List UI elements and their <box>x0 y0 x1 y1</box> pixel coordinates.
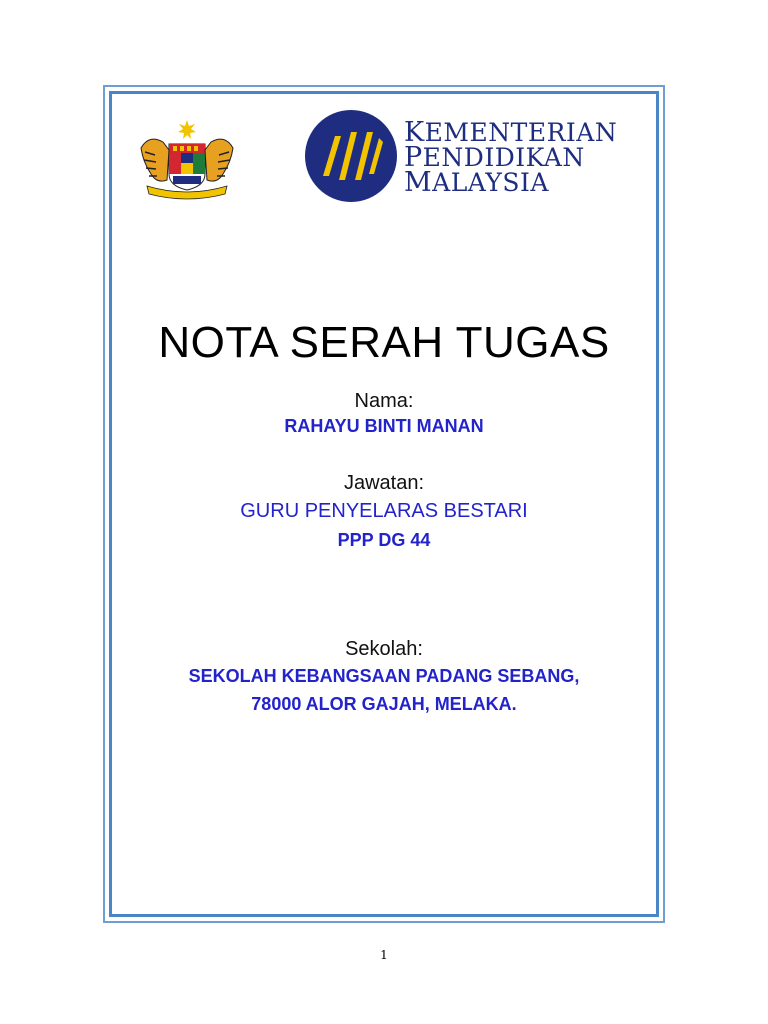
logo-word-kementerian: EMENTERIAN <box>424 118 618 147</box>
position-value: GURU PENYELARAS BESTARI <box>240 500 528 522</box>
document-title: NOTA SERAH TUGAS <box>158 318 610 367</box>
ministry-name-logo <box>404 117 618 198</box>
kpm-emblem-logo <box>303 108 399 204</box>
logo-initial-m: M <box>404 167 433 198</box>
coat-of-arms-logo <box>133 118 241 200</box>
name-value: RAHAYU BINTI MANAN <box>284 416 484 436</box>
grade-value: PPP DG 44 <box>337 530 431 550</box>
position-label: Jawatan: <box>343 472 425 494</box>
logo-initial-k: K <box>404 117 425 148</box>
school-name-line: SEKOLAH KEBANGSAAN PADANG SEBANG, <box>188 666 580 686</box>
page-number: 1 <box>380 948 388 962</box>
school-label: Sekolah: <box>345 638 423 660</box>
logo-initial-p: P <box>404 142 423 173</box>
school-address-line: 78000 ALOR GAJAH, MELAKA. <box>251 694 517 714</box>
name-label: Nama: <box>354 390 414 412</box>
logo-word-malaysia: ALAYSIA <box>432 168 549 197</box>
logo-word-pendidikan: ENDIDIKAN <box>422 143 585 172</box>
